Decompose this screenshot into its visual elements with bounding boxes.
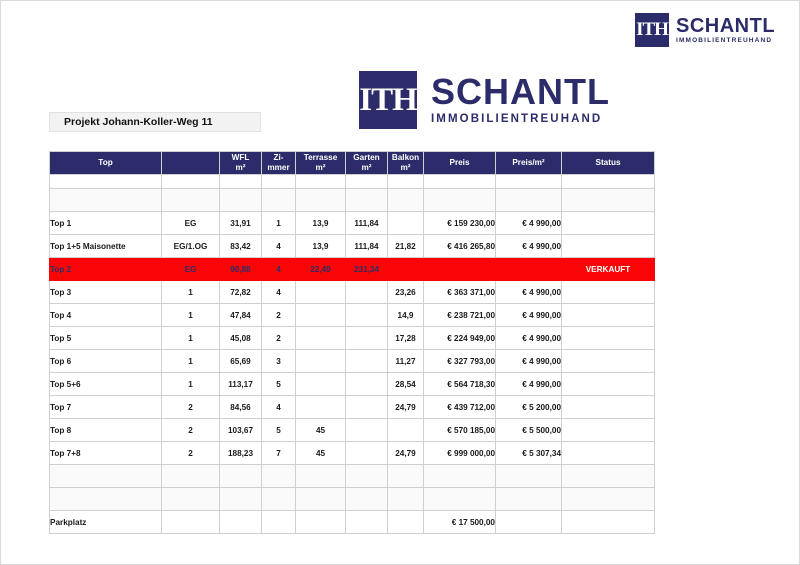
table-header [50, 152, 655, 175]
cell-status [562, 327, 655, 350]
column-header-preis: Preis [424, 152, 496, 175]
cell-wfl: 72,82 [220, 281, 262, 304]
table-row [50, 258, 655, 281]
cell-balkon: 24,79 [388, 442, 424, 465]
page-title: Projekt Johann-Koller-Weg 11 [49, 112, 261, 132]
cell-preis-pro-m2: € 5 200,00 [496, 396, 562, 419]
column-header-status: Status [562, 152, 655, 175]
cell-zimmer: 2 [262, 304, 296, 327]
cell-terrasse: 13,9 [296, 235, 346, 258]
cell-zimmer: 7 [262, 442, 296, 465]
cell-preis-pro-m2 [496, 465, 562, 488]
cell-top: Top 1+5 Maisonette [50, 235, 162, 258]
cell-wfl: 90,88 [220, 258, 262, 281]
cell-garten [346, 465, 388, 488]
cell-balkon: 14,9 [388, 304, 424, 327]
cell-terrasse [296, 373, 346, 396]
cell-preis: € 224 949,00 [424, 327, 496, 350]
cell-preis-pro-m2 [496, 258, 562, 281]
corner-logo [635, 13, 775, 47]
cell-status [562, 175, 655, 189]
cell-preis: € 999 000,00 [424, 442, 496, 465]
cell-preis: € 564 718,30 [424, 373, 496, 396]
cell-geschoss [162, 175, 220, 189]
cell-status [562, 350, 655, 373]
cell-garten [346, 488, 388, 511]
table-row [50, 465, 655, 488]
cell-status [562, 511, 655, 534]
cell-terrasse: 22,49 [296, 258, 346, 281]
cell-status [562, 419, 655, 442]
column-header-geschoss [162, 152, 220, 175]
cell-status [562, 396, 655, 419]
cell-wfl [220, 465, 262, 488]
cell-status [562, 488, 655, 511]
cell-balkon: 24,79 [388, 396, 424, 419]
cell-preis [424, 258, 496, 281]
cell-preis-pro-m2: € 5 500,00 [496, 419, 562, 442]
cell-zimmer [262, 175, 296, 189]
cell-balkon [388, 511, 424, 534]
table-row [50, 189, 655, 212]
cell-preis: € 159 230,00 [424, 212, 496, 235]
cell-preis-pro-m2 [496, 175, 562, 189]
column-header-terrasse [296, 152, 346, 175]
cell-garten [346, 419, 388, 442]
cell-geschoss: 1 [162, 327, 220, 350]
cell-garten [346, 281, 388, 304]
cell-preis-pro-m2: € 4 990,00 [496, 235, 562, 258]
brand-name: SCHANTL [676, 14, 776, 37]
cell-terrasse [296, 327, 346, 350]
cell-preis-pro-m2: € 4 990,00 [496, 212, 562, 235]
table-row [50, 175, 655, 189]
column-header-balkon [388, 152, 424, 175]
cell-zimmer: 5 [262, 419, 296, 442]
cell-zimmer: 3 [262, 350, 296, 373]
cell-wfl: 45,08 [220, 327, 262, 350]
cell-garten [346, 511, 388, 534]
cell-wfl: 83,42 [220, 235, 262, 258]
cell-top: Top 7+8 [50, 442, 162, 465]
cell-balkon: 23,26 [388, 281, 424, 304]
column-header-garten-unit: m² [361, 163, 372, 172]
cell-wfl: 47,84 [220, 304, 262, 327]
cell-zimmer [262, 488, 296, 511]
column-header-garten [346, 152, 388, 175]
cell-garten: 231,34 [346, 258, 388, 281]
cell-wfl: 31,91 [220, 212, 262, 235]
cell-garten [346, 350, 388, 373]
brand-name-large: SCHANTL [431, 71, 610, 113]
column-header-zimmer [262, 152, 296, 175]
cell-wfl: 65,69 [220, 350, 262, 373]
cell-wfl [220, 189, 262, 212]
table-row [50, 373, 655, 396]
cell-wfl: 103,67 [220, 419, 262, 442]
cell-geschoss: 2 [162, 396, 220, 419]
cell-wfl [220, 488, 262, 511]
table-row [50, 235, 655, 258]
cell-terrasse: 13,9 [296, 212, 346, 235]
cell-preis: € 439 712,00 [424, 396, 496, 419]
cell-balkon [388, 258, 424, 281]
ith-monogram-text: ITH [636, 19, 668, 40]
cell-garten [346, 373, 388, 396]
cell-balkon [388, 189, 424, 212]
main-logo-wordmark [431, 71, 610, 126]
cell-preis-pro-m2: € 4 990,00 [496, 327, 562, 350]
table-row [50, 304, 655, 327]
cell-balkon [388, 212, 424, 235]
ith-monogram-text-large: ITH [359, 81, 417, 118]
cell-preis-pro-m2: € 4 990,00 [496, 304, 562, 327]
brand-subtitle-large: IMMOBILIENTREUHAND [431, 113, 603, 126]
cell-status [562, 189, 655, 212]
table-row [50, 327, 655, 350]
cell-garten [346, 327, 388, 350]
cell-geschoss: 1 [162, 281, 220, 304]
cell-balkon [388, 175, 424, 189]
cell-top: Top 4 [50, 304, 162, 327]
cell-preis [424, 175, 496, 189]
cell-status [562, 304, 655, 327]
cell-balkon [388, 419, 424, 442]
table-row [50, 419, 655, 442]
cell-status [562, 212, 655, 235]
cell-geschoss: 2 [162, 442, 220, 465]
column-header-zimmer-line2: mmer [267, 163, 290, 172]
cell-top: Top 2 [50, 258, 162, 281]
cell-preis-pro-m2: € 4 990,00 [496, 373, 562, 396]
cell-zimmer [262, 465, 296, 488]
table-row [50, 396, 655, 419]
cell-status [562, 465, 655, 488]
cell-terrasse [296, 175, 346, 189]
cell-geschoss [162, 511, 220, 534]
cell-preis-pro-m2 [496, 511, 562, 534]
column-header-garten-label: Garten [353, 152, 380, 162]
cell-terrasse [296, 189, 346, 212]
cell-preis: € 570 185,00 [424, 419, 496, 442]
cell-balkon [388, 465, 424, 488]
column-header-balkon-unit: m² [400, 163, 411, 172]
cell-garten [346, 396, 388, 419]
cell-terrasse [296, 281, 346, 304]
brand-subtitle: IMMOBILIENTREUHAND [676, 36, 773, 44]
cell-preis [424, 488, 496, 511]
corner-logo-wordmark [676, 16, 775, 45]
cell-top: Top 3 [50, 281, 162, 304]
cell-geschoss: EG [162, 258, 220, 281]
cell-wfl: 188,23 [220, 442, 262, 465]
cell-geschoss: EG [162, 212, 220, 235]
column-header-zimmer-line1: Zi- [273, 152, 284, 162]
cell-balkon [388, 488, 424, 511]
cell-balkon: 21,82 [388, 235, 424, 258]
table-row [50, 281, 655, 304]
column-header-terrasse-label: Terrasse [303, 152, 338, 162]
cell-garten [346, 189, 388, 212]
cell-geschoss [162, 189, 220, 212]
cell-garten [346, 442, 388, 465]
cell-status [562, 235, 655, 258]
cell-wfl [220, 511, 262, 534]
cell-geschoss: EG/1.OG [162, 235, 220, 258]
cell-top: Top 8 [50, 419, 162, 442]
cell-status [562, 373, 655, 396]
table-row [50, 488, 655, 511]
cell-geschoss [162, 488, 220, 511]
cell-top: Top 5+6 [50, 373, 162, 396]
table-row [50, 212, 655, 235]
cell-geschoss [162, 465, 220, 488]
pricelist-table-wrapper [49, 151, 654, 534]
cell-garten: 111,84 [346, 235, 388, 258]
pricelist-table [49, 151, 655, 534]
cell-wfl [220, 175, 262, 189]
cell-wfl: 113,17 [220, 373, 262, 396]
cell-geschoss: 1 [162, 373, 220, 396]
column-header-wfl [220, 152, 262, 175]
cell-terrasse: 45 [296, 419, 346, 442]
cell-terrasse: 45 [296, 442, 346, 465]
cell-balkon: 11,27 [388, 350, 424, 373]
cell-preis: € 416 265,80 [424, 235, 496, 258]
column-header-preis-pro-m2: Preis/m² [496, 152, 562, 175]
cell-status [562, 442, 655, 465]
cell-geschoss: 1 [162, 350, 220, 373]
cell-preis: € 327 793,00 [424, 350, 496, 373]
cell-preis: € 17 500,00 [424, 511, 496, 534]
cell-zimmer: 5 [262, 373, 296, 396]
cell-preis [424, 189, 496, 212]
cell-terrasse [296, 465, 346, 488]
cell-zimmer: 4 [262, 281, 296, 304]
cell-top: Top 7 [50, 396, 162, 419]
cell-terrasse [296, 350, 346, 373]
column-header-top: Top [50, 152, 162, 175]
cell-zimmer: 4 [262, 258, 296, 281]
cell-geschoss: 1 [162, 304, 220, 327]
cell-garten [346, 304, 388, 327]
cell-wfl: 84,56 [220, 396, 262, 419]
cell-top: Top 5 [50, 327, 162, 350]
cell-preis-pro-m2 [496, 488, 562, 511]
column-header-terrasse-unit: m² [315, 163, 326, 172]
cell-status: VERKAUFT [562, 258, 655, 281]
cell-zimmer: 2 [262, 327, 296, 350]
cell-preis-pro-m2: € 4 990,00 [496, 281, 562, 304]
cell-zimmer: 4 [262, 235, 296, 258]
column-header-wfl-label: WFL [231, 152, 250, 162]
ith-monogram-icon-large [359, 71, 417, 129]
cell-preis [424, 465, 496, 488]
cell-terrasse [296, 488, 346, 511]
table-body [50, 175, 655, 534]
table-row [50, 442, 655, 465]
cell-top [50, 488, 162, 511]
cell-top [50, 465, 162, 488]
cell-preis: € 363 371,00 [424, 281, 496, 304]
cell-balkon: 17,28 [388, 327, 424, 350]
cell-zimmer [262, 189, 296, 212]
cell-geschoss: 2 [162, 419, 220, 442]
cell-status [562, 281, 655, 304]
cell-zimmer: 1 [262, 212, 296, 235]
cell-balkon: 28,54 [388, 373, 424, 396]
table-row [50, 350, 655, 373]
cell-preis-pro-m2: € 4 990,00 [496, 350, 562, 373]
cell-top: Top 6 [50, 350, 162, 373]
cell-top: Parkplatz [50, 511, 162, 534]
cell-terrasse [296, 396, 346, 419]
cell-terrasse [296, 304, 346, 327]
cell-garten: 111,84 [346, 212, 388, 235]
cell-preis: € 238 721,00 [424, 304, 496, 327]
cell-zimmer: 4 [262, 396, 296, 419]
cell-terrasse [296, 511, 346, 534]
cell-garten [346, 175, 388, 189]
cell-top: Top 1 [50, 212, 162, 235]
main-logo [359, 71, 610, 129]
cell-preis-pro-m2 [496, 189, 562, 212]
column-header-wfl-unit: m² [235, 163, 246, 172]
table-row [50, 511, 655, 534]
column-header-balkon-label: Balkon [391, 152, 420, 162]
cell-zimmer [262, 511, 296, 534]
ith-monogram-icon [635, 13, 669, 47]
table-header-row [50, 152, 655, 175]
cell-top [50, 189, 162, 212]
cell-preis-pro-m2: € 5 307,34 [496, 442, 562, 465]
cell-top [50, 175, 162, 189]
